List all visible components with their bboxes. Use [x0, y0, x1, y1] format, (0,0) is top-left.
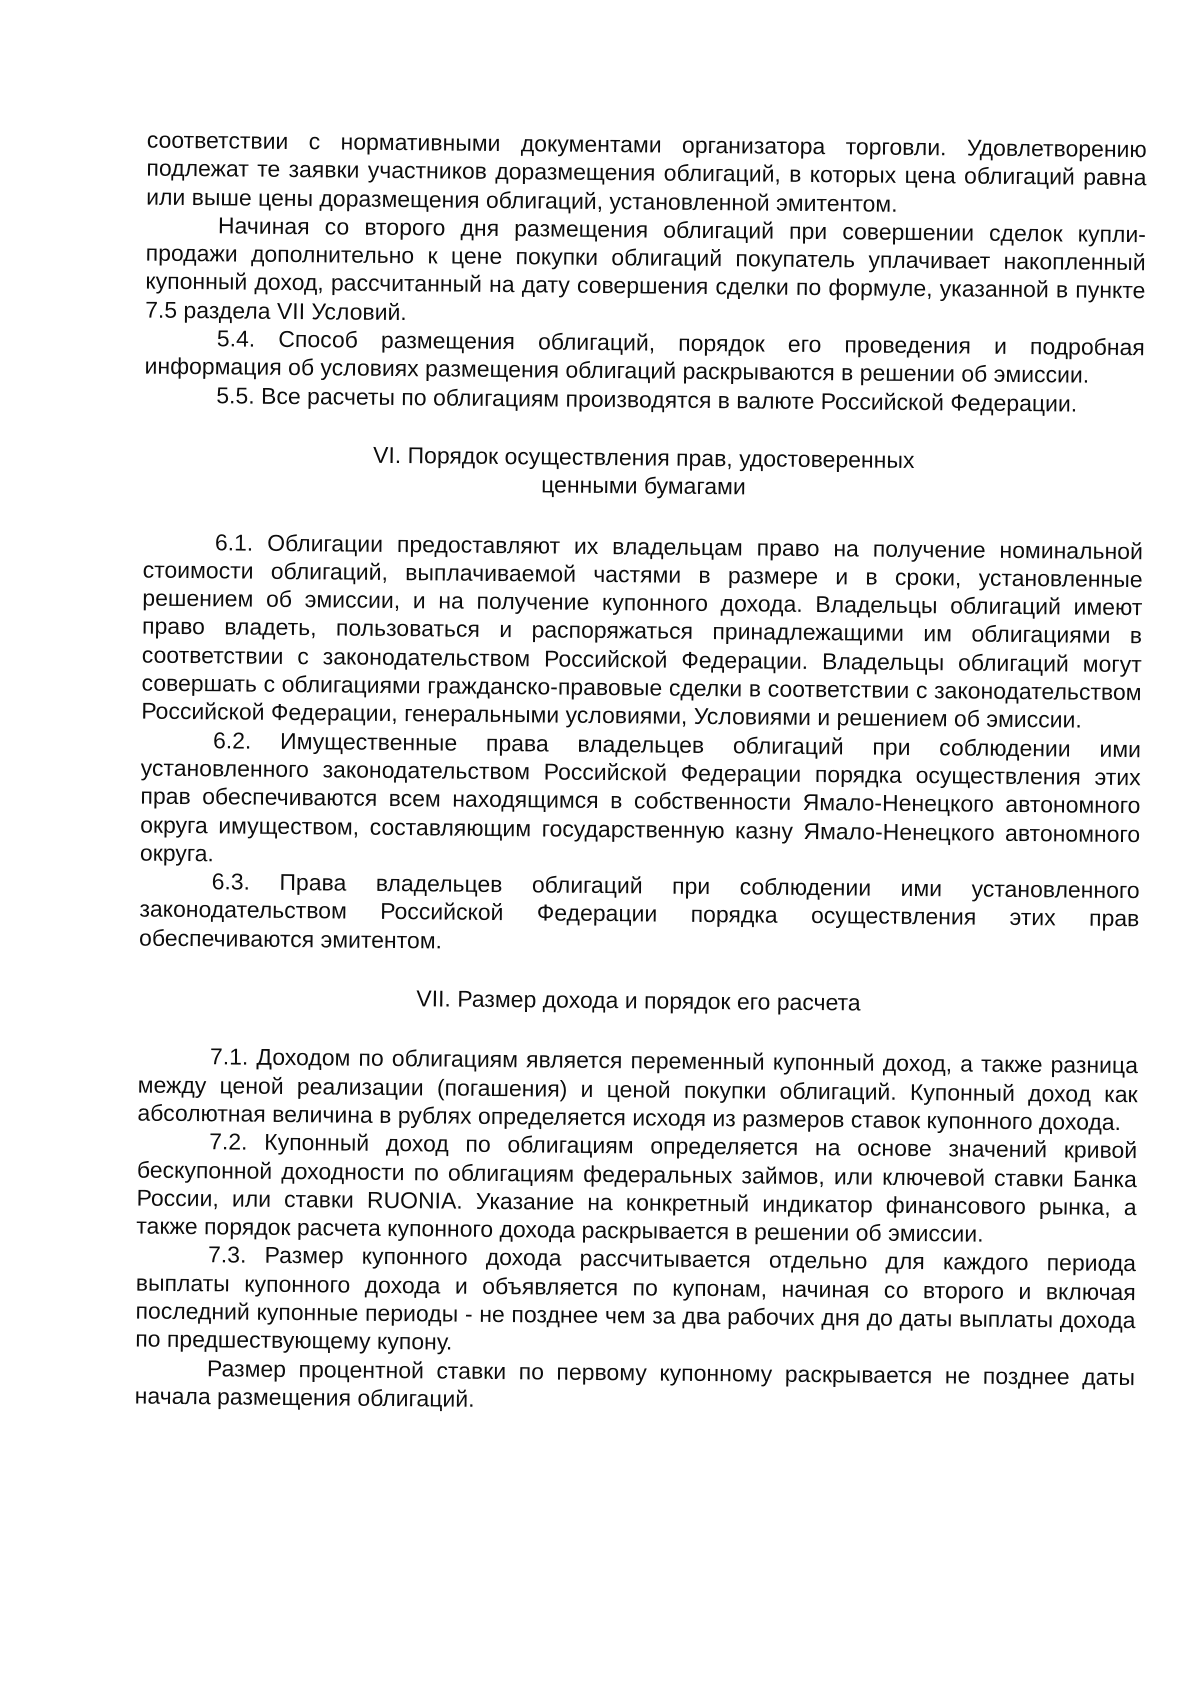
paragraph-7-2: 7.2. Купонный доход по облигациям определяется на основе значений кривой бескупонной доходности по облигациям федеральных займов, или ключевой ставки Банка России, или ставки RUONIA. Указание на конкретный индикатор финансового рынка, а также порядок расчета купонного дохода раскрывается в решении об эмиссии.	[136, 1128, 1138, 1247]
paragraph-6-2: 6.2. Имущественные права владельцев облигаций при соблюдении ими установленного законодательством Российской Федерации порядка осуществления этих прав обеспечиваются всем находящимся в собственности Ямало-Ненецкого автономного округа имуществом, составляющим государственную казну Ямало-Ненецкого автономного округа.	[139, 726, 1142, 867]
paragraph-placement-continuation: соответствии с нормативными документами организатора торговли. Удовлетворению подлежат те заявки участников доразмещения облигаций, в которых цена облигаций равна или выше цены доразмещения облигаций, установленной эмитентом.	[146, 126, 1147, 217]
section-6-heading	[143, 439, 1143, 505]
paragraph-6-1: 6.1. Облигации предоставляют их владельцам право на получение номинальной стоимости облигаций, выплачиваемой частями в размере и в сроки, установленные решением об эмиссии, и на получение купонного дохода. Владельцы облигаций имеют право владеть, пользоваться и распоряжаться принадлежащими им облигациями в соответствии с законодательством Российской Федерации. Владельцы облигаций могут совершать с облигациями гражданско-правовые сделки в соответствии с законодательством Российской Федерации, генеральными условиями, Условиями и решением об эмиссии.	[141, 528, 1144, 733]
paragraph-6-3: 6.3. Права владельцев облигаций при соблюдении ими установленного законодательством Российской Федерации порядка осуществления этих прав обеспечиваются эмитентом.	[138, 868, 1140, 954]
section-6-heading-line2: ценными бумагами	[541, 471, 746, 500]
paragraph-first-coupon-rate: Размер процентной ставки по первому купонному раскрывается не позднее даты начала размещения облигаций.	[134, 1354, 1136, 1412]
section-7-heading: VII. Размер дохода и порядок его расчета	[416, 985, 861, 1016]
paragraph-7-3: 7.3. Размер купонного дохода рассчитывается отдельно для каждого периода выплаты купонного дохода и объявляется по купонам, начиная со второго и включая последний купонные периоды - не позднее чем за два рабочих дня до даты выплаты дохода по предшествующему купону.	[135, 1241, 1137, 1355]
section-6-heading-line1: VI. Порядок осуществления прав, удостоверенных	[372, 441, 915, 473]
paragraph-accrued-coupon: Начиная со второго дня размещения облигаций при совершении сделок купли-продажи дополнительно к цене покупки облигаций покупатель уплачивает накопленный купонный доход, рассчитанный на дату совершения сделки по формуле, указанной в пункте 7.5 раздела VII Условий.	[145, 212, 1147, 325]
document-body	[135, 126, 1147, 1420]
paragraph-5-5: 5.5. Все расчеты по облигациям производятся в валюте Российской Федерации.	[216, 381, 1078, 417]
paragraph-5-4: 5.4. Способ размещения облигаций, порядок его проведения и подробная информация об условиях размещения облигаций раскрываются в решении об эмиссии.	[144, 325, 1145, 389]
paragraph-7-1: 7.1. Доходом по облигациям является переменный купонный доход, а также разница между ценой реализации (погашения) и ценой покупки облигаций. Купонный доход как абсолютная величина в рублях определяется исходя из размеров ставок купонного дохода.	[137, 1043, 1139, 1135]
